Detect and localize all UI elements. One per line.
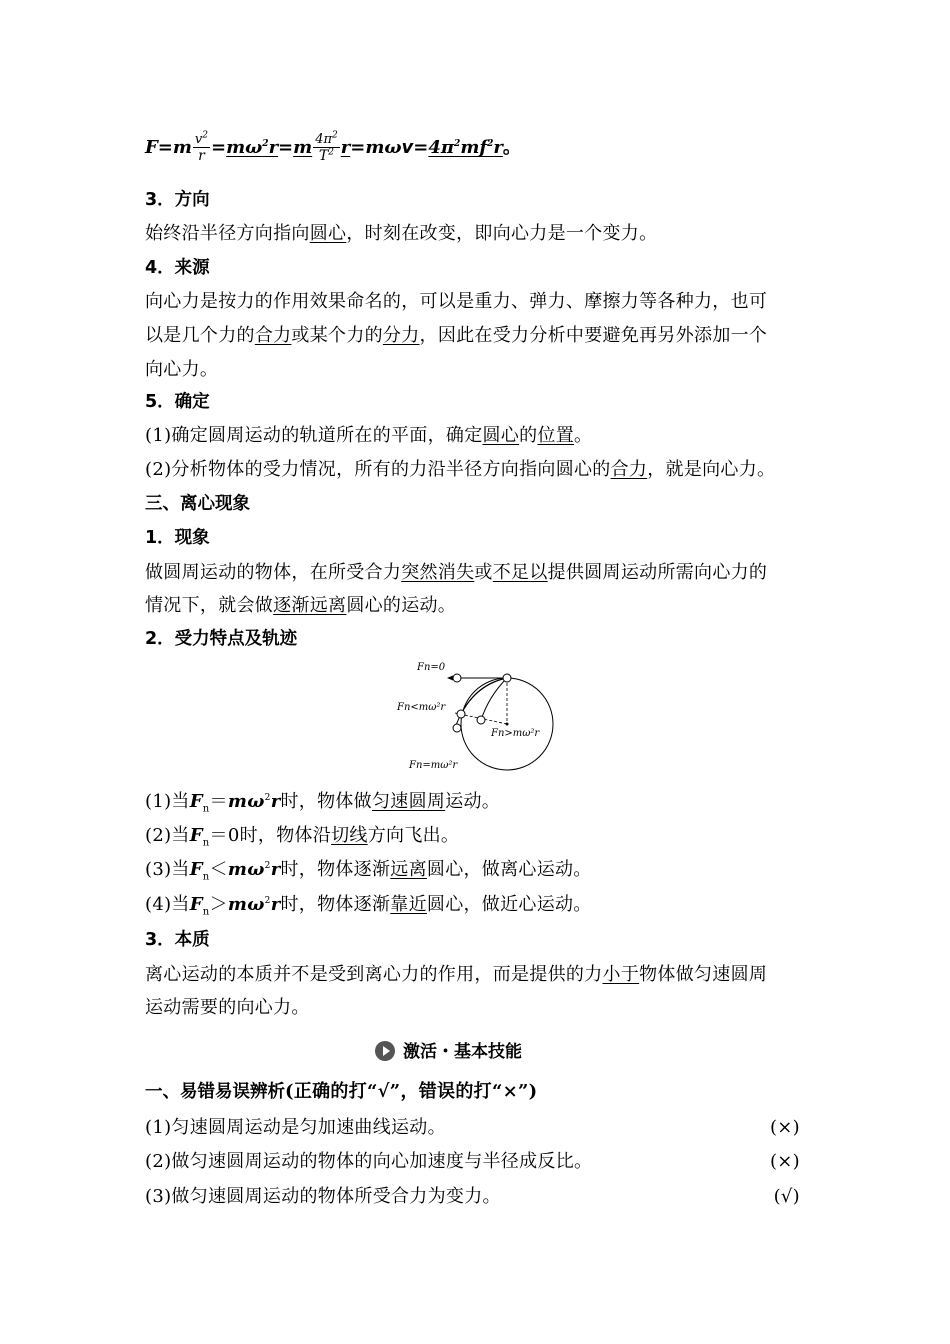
- object-more: [477, 716, 485, 724]
- case-2: (2)当$F_n=0$时，物体沿切线方向飞出。: [145, 825, 460, 849]
- quiz-mark-3: (√): [773, 1186, 800, 1207]
- phenomenon-line1: 做圆周运动的物体，在所受合力突然消失或不足以提供圆周运动所需向心力的: [145, 562, 768, 583]
- case-3: (3)当$F_n<m\omega^2r$时，物体逐渐远离圆心，做离心运动。: [145, 859, 592, 883]
- tangent-arrow: [447, 676, 453, 681]
- center-dot: [506, 723, 509, 726]
- path-less: [459, 678, 507, 718]
- label-fn-zero: Fn=0: [417, 662, 446, 673]
- quiz-item-1: (1)匀速圆周运动是匀加速曲线运动。 (×): [145, 1117, 800, 1138]
- skill-banner: 激活・基本技能: [375, 1040, 522, 1064]
- quiz-title: 一、易错易误辨析(正确的打“√”，错误的打“×”): [145, 1081, 538, 1102]
- paragraph-source-line3: 向心力。: [145, 359, 219, 380]
- heading-direction: 3．方向: [145, 190, 210, 210]
- object-start: [503, 674, 511, 682]
- fraction-4pi2-over-T2: $\frac{4\pi^2}{T^2}$: [315, 130, 338, 164]
- label-fn-equal: Fn=mω²r: [409, 760, 458, 771]
- object-equal: [453, 724, 461, 732]
- heading-centrifugal: 三、离心现象: [145, 494, 250, 514]
- paragraph-source-line1: 向心力是按力的作用效果命名的，可以是重力、弹力、摩擦力等各种力，也可: [145, 291, 768, 312]
- heading-essence: 3．本质: [145, 930, 210, 950]
- path-more: [481, 678, 507, 720]
- phenomenon-line2: 情况下，就会做逐渐远离圆心的运动。: [145, 595, 457, 616]
- label-fn-less: Fn<mω²r: [397, 702, 446, 713]
- object-less: [457, 710, 465, 718]
- case-1: (1)当$F_n=m\omega^2r$时，物体做匀速圆周运动。: [145, 791, 501, 815]
- centripetal-force-formula: F=m $\frac{v^2}{r}$ $=m\omega^2r=m$ $\frac{4\pi^2}{T^2}$ $r=m\omega v=4\pi^2mf^2r$。: [145, 130, 521, 164]
- essence-line2: 运动需要的向心力。: [145, 997, 310, 1018]
- paragraph-direction: 始终沿半径方向指向圆心，时刻在改变，即向心力是一个变力。: [145, 223, 658, 244]
- heading-source: 4．来源: [145, 258, 210, 278]
- quiz-mark-2: (×): [769, 1151, 800, 1172]
- quiz-item-2: (2)做匀速圆周运动的物体的向心加速度与半径成反比。 (×): [145, 1151, 800, 1172]
- heading-determine: 5．确定: [145, 392, 210, 412]
- heading-phenomenon: 1．现象: [145, 528, 210, 548]
- heading-force-trajectory: 2．受力特点及轨迹: [145, 629, 298, 649]
- quiz-mark-1: (×): [769, 1117, 800, 1138]
- formula-blank-2: $4\pi^2mf^2r$: [428, 137, 503, 158]
- case-4: (4)当$F_n>m\omega^2r$时，物体逐渐靠近圆心，做近心运动。: [145, 894, 592, 918]
- object-zero: [453, 674, 461, 682]
- fraction-v2-over-r: $\frac{v^2}{r}$: [194, 130, 209, 164]
- play-icon: [375, 1041, 395, 1061]
- essence-line1: 离心运动的本质并不是受到离心力的作用，而是提供的力小于物体做匀速圆周: [145, 964, 768, 985]
- determine-item-2: (2)分析物体的受力情况，所有的力沿半径方向指向圆心的合力，就是向心力。: [145, 459, 776, 480]
- paragraph-source-line2: 以是几个力的合力或某个力的分力，因此在受力分析中要避免再另外添加一个: [145, 325, 768, 346]
- quiz-item-3: (3)做匀速圆周运动的物体所受合力为变力。 (√): [145, 1186, 800, 1207]
- formula-blank-1: $m\omega^2r$: [226, 137, 279, 158]
- label-fn-more: Fn>mω²r: [491, 728, 540, 739]
- centrifugal-motion-diagram: [395, 656, 565, 784]
- determine-item-1: (1)确定圆周运动的轨道所在的平面，确定圆心的位置。: [145, 425, 593, 446]
